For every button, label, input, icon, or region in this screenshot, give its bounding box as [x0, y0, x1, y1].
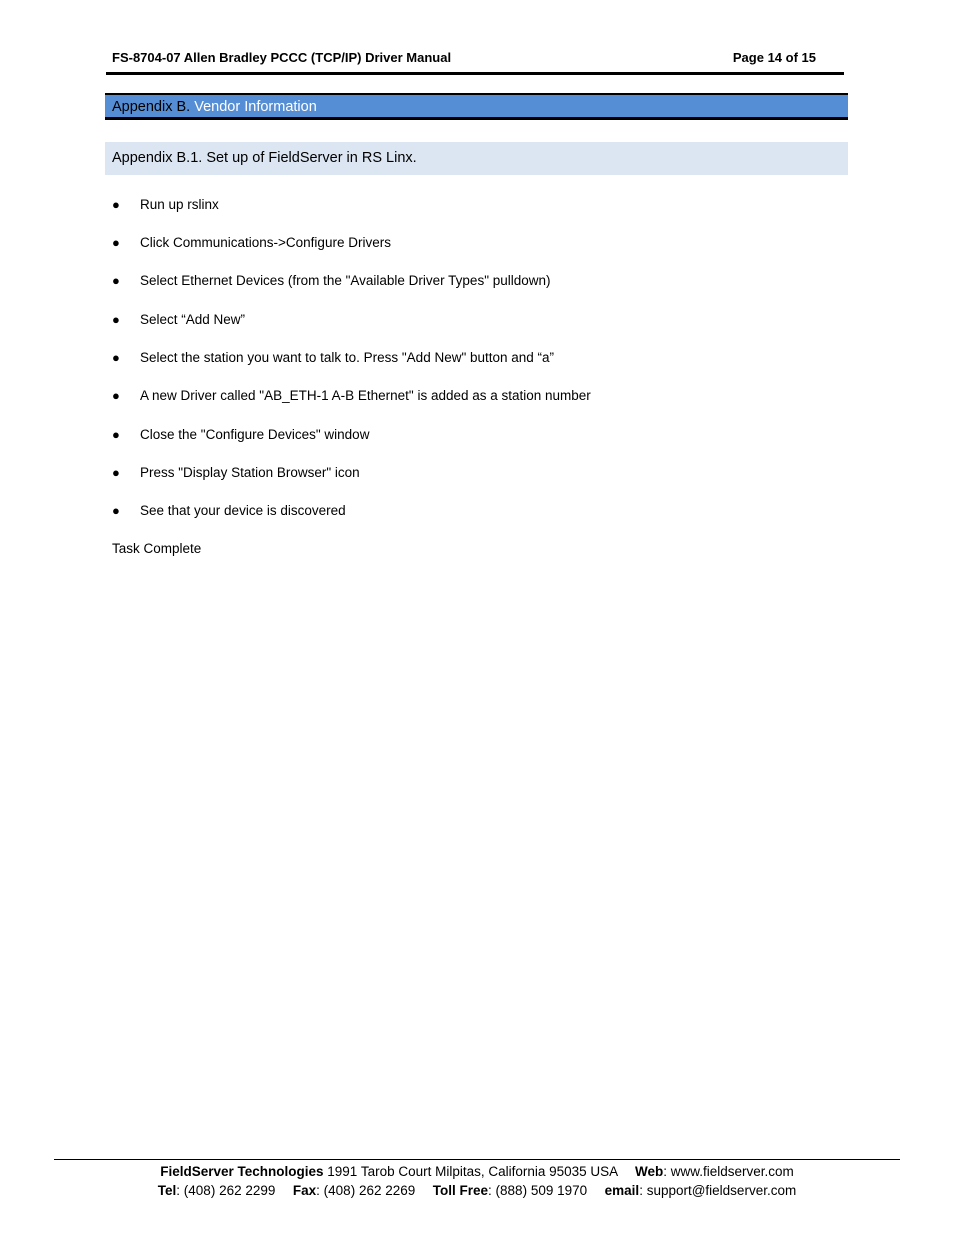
list-item: [112, 271, 832, 291]
list-item: [112, 386, 832, 406]
list-item: [112, 463, 832, 483]
bullet-icon: ●: [112, 235, 120, 250]
footer-line-2: [54, 1181, 900, 1200]
task-complete-text: Task Complete: [112, 541, 202, 556]
document-title: FS-8704-07 Allen Bradley PCCC (TCP/IP) Driver Manual: [112, 50, 452, 65]
step-text: Click Communications->Configure Drivers: [140, 235, 391, 250]
step-text: Close the "Configure Devices" window: [140, 427, 370, 442]
step-text: Press "Display Station Browser" icon: [140, 465, 360, 480]
fax-value: : (408) 262 2269: [316, 1183, 416, 1198]
step-text: Select the station you want to talk to. Press "Add New" button and “a”: [140, 350, 555, 365]
list-item: [112, 425, 832, 445]
web-label: Web: [634, 1164, 664, 1179]
email-label: email: [604, 1183, 640, 1198]
bullet-icon: ●: [112, 503, 120, 518]
bullet-icon: ●: [112, 350, 120, 365]
email-value: : support@fieldserver.com: [639, 1183, 797, 1198]
appendix-title: Vendor Information: [194, 99, 317, 115]
step-text: Run up rslinx: [140, 197, 219, 212]
tollfree-label: Toll Free: [432, 1183, 489, 1198]
bullet-icon: ●: [112, 427, 120, 442]
bullet-icon: ●: [112, 197, 120, 212]
step-text: A new Driver called "AB_ETH-1 A-B Ethernet" is added as a station number: [140, 388, 591, 403]
list-item: [112, 195, 832, 215]
page-number: Page 14 of 15: [732, 50, 816, 65]
footer-divider: [54, 1159, 900, 1160]
fax-label: Fax: [292, 1183, 317, 1198]
list-item: [112, 501, 832, 521]
appendix-heading: [105, 93, 848, 120]
step-text: Select “Add New”: [140, 312, 246, 327]
list-item: [112, 233, 832, 253]
list-item: [112, 310, 832, 330]
section-heading: Appendix B.1. Set up of FieldServer in RS Linx.: [105, 142, 848, 175]
company-address: 1991 Tarob Court Milpitas, California 95035 USA: [327, 1164, 618, 1179]
bullet-icon: ●: [112, 388, 120, 403]
bullet-icon: ●: [112, 273, 120, 288]
tollfree-value: : (888) 509 1970: [488, 1183, 588, 1198]
list-item: [112, 348, 832, 368]
page-footer: [54, 1162, 900, 1200]
web-value: : www.fieldserver.com: [663, 1164, 794, 1179]
tel-label: Tel: [157, 1183, 177, 1198]
footer-line-1: [54, 1162, 900, 1181]
step-text: Select Ethernet Devices (from the "Available Driver Types" pulldown): [140, 273, 551, 288]
tel-value: : (408) 262 2299: [176, 1183, 276, 1198]
header-divider: [106, 72, 844, 75]
page-header: [112, 50, 816, 68]
company-name: FieldServer Technologies: [160, 1164, 324, 1179]
step-text: See that your device is discovered: [140, 503, 346, 518]
bullet-icon: ●: [112, 312, 120, 327]
appendix-prefix: Appendix B.: [112, 99, 191, 115]
bullet-icon: ●: [112, 465, 120, 480]
